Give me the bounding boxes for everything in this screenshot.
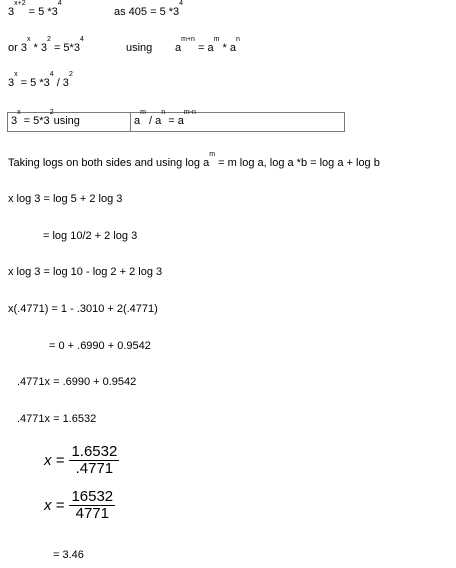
rule-a: a <box>175 42 182 54</box>
step-1: x log 3 = log 5 + 2 log 3 <box>8 193 123 205</box>
eq3-a: 3 <box>8 77 15 89</box>
eq1-rhs: = 5 *3 <box>25 6 58 18</box>
eq1-note-text: as 405 = 5 *3 <box>114 6 180 18</box>
eq2-a-exp: x <box>26 36 31 43</box>
eq2-b-exp: 2 <box>46 36 51 43</box>
eq3-b-exp: 4 <box>49 71 54 78</box>
eq2-a: or 3 <box>8 42 27 54</box>
tcell2-c: = a <box>165 115 184 127</box>
equation-line-2-rule <box>175 36 240 55</box>
step-6: .4771x = .6990 + 0.9542 <box>17 376 137 388</box>
eq3-b: = 5 *3 <box>17 77 50 89</box>
tcell2-c-exp: m-n <box>183 109 196 116</box>
step-4: x(.4771) = 1 - .3010 + 2(.4771) <box>8 303 158 315</box>
eq2-b: * 3 <box>30 42 47 54</box>
fraction-1-lhs: x = <box>44 452 65 469</box>
equation-line-1 <box>8 0 62 19</box>
tcell2-b-exp: n <box>161 109 166 116</box>
logs-exp: m <box>209 151 216 158</box>
equation-line-1-note <box>114 0 184 19</box>
fraction-1-denominator: .4771 <box>75 460 114 477</box>
fraction-2-lhs: x = <box>44 497 65 514</box>
eq3-c-exp: 2 <box>68 71 73 78</box>
eq1-base: 3 <box>8 6 15 18</box>
fraction-2-denominator: 4771 <box>75 505 109 522</box>
eq1-note-exponent: 4 <box>179 0 184 7</box>
eq3-c: / 3 <box>53 77 69 89</box>
fraction-1 <box>44 444 119 477</box>
rule-b-exp: m <box>213 36 220 43</box>
step-5: = 0 + .6990 + 0.9542 <box>49 340 151 352</box>
eq3-a-exp: x <box>14 71 18 78</box>
eq2-c: = 5*3 <box>50 42 80 54</box>
rule-c: * a <box>219 42 236 54</box>
step-7: .4771x = 1.6532 <box>17 413 97 425</box>
fraction-1-numerator: 1.6532 <box>71 443 118 460</box>
fraction-2 <box>44 489 115 522</box>
rule-c-exp: n <box>235 36 240 43</box>
fraction-2-numerator: 16532 <box>71 488 114 505</box>
eq1-rhs-exponent: 4 <box>57 0 62 7</box>
tcell2-a: a <box>134 115 141 127</box>
taking-logs-line <box>8 151 380 170</box>
tcell2-a-exp: m <box>140 109 146 116</box>
equation-line-3 <box>8 71 73 90</box>
fraction-1-body <box>69 444 119 477</box>
logs-text-b: = m log a, log a *b = log a + log b <box>215 157 380 169</box>
rules-table-cell-2 <box>131 109 344 131</box>
tcell1-a: 3 <box>11 115 18 127</box>
equation-line-2-using <box>126 42 152 55</box>
rule-b: = a <box>194 42 214 54</box>
rules-table <box>7 109 345 132</box>
fraction-2-body <box>69 489 115 522</box>
eq1-exponent: x+2 <box>14 0 26 7</box>
tcell2-b: / a <box>145 115 162 127</box>
eq2-using-word: using <box>126 42 153 54</box>
rule-a-exp: m+n <box>181 36 195 43</box>
rules-table-cell-1 <box>8 109 131 131</box>
logs-text-a: Taking logs on both sides and using log a <box>8 157 210 169</box>
tcell1-c: using <box>53 115 80 127</box>
equation-line-2 <box>8 36 84 55</box>
eq2-c-exp: 4 <box>79 36 84 43</box>
step-2: = log 10/2 + 2 log 3 <box>43 230 138 242</box>
final-result: = 3.46 <box>53 549 84 561</box>
tcell1-b: = 5*3 <box>20 115 50 127</box>
tcell1-a-exp: x <box>17 109 21 116</box>
tcell1-b-exp: 2 <box>49 109 54 116</box>
step-3: x log 3 = log 10 - log 2 + 2 log 3 <box>8 266 163 278</box>
